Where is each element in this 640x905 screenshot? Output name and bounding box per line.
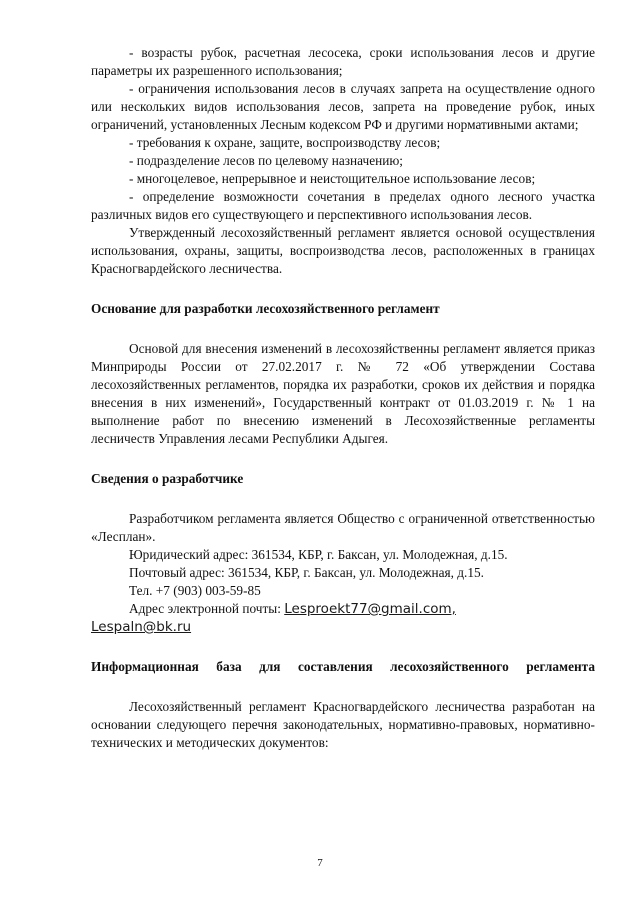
legal-address: Юридический адрес: 361534, КБР, г. Баксан, ул. Молодежная, д.15. (129, 547, 508, 562)
list-item: - многоцелевое, непрерывное и неистощительное использование лесов; (129, 171, 536, 186)
list-item: - подразделение лесов по целевому назначению; (129, 153, 403, 168)
developer-intro: Разработчиком регламента является Общество с ограниченной ответственностью «Лесплан». (91, 511, 595, 544)
spacer (91, 278, 595, 300)
list-item: - возрасты рубок, расчетная лесосека, сроки использования лесов и другие параметры их разрешенного использования; (91, 45, 595, 78)
list-item: - ограничения использования лесов в случаях запрета на осуществление одного или нескольких видов использования лесов, запрета на проведение рубок, иных ограничений, установленных Лесным кодексом РФ и другими нормативными актами; (91, 81, 595, 132)
postal-address: Почтовый адрес: 361534, КБР, г. Баксан, ул. Молодежная, д.15. (129, 565, 484, 580)
email-label: Адрес электронной почты: (129, 601, 285, 616)
document-page (91, 44, 595, 752)
section-heading-basis: Основание для разработки лесохозяйственного регламент (91, 301, 440, 316)
spacer (91, 448, 595, 470)
email-line-secondary (91, 618, 595, 636)
email-line (91, 600, 595, 618)
section-heading-info: Информационная база для составления лесохозяйственного регламента (91, 659, 595, 674)
phone-number: Тел. +7 (903) 003-59-85 (129, 583, 261, 598)
email-link-primary[interactable]: Lesproekt77@gmail.com, (284, 601, 456, 617)
spacer (91, 636, 595, 658)
list-item: - определение возможности сочетания в пределах одного лесного участка различных видов его существующего и перспективного использования лесов. (91, 189, 595, 222)
spacer (91, 676, 595, 698)
page-number: 7 (317, 857, 323, 869)
info-paragraph: Лесохозяйственный регламент Красногвардейского лесничества разработан на основании следующего перечня законодательных, нормативно-правовых, нормативно-технических и методических документов: (91, 699, 595, 750)
list-item: - требования к охране, защите, воспроизводству лесов; (129, 135, 441, 150)
email-link-secondary[interactable]: Lespaln@bk.ru (91, 619, 192, 635)
spacer (91, 318, 595, 340)
section-heading-developer: Сведения о разработчике (91, 471, 244, 486)
spacer (91, 488, 595, 510)
basis-paragraph: Основой для внесения изменений в лесохозяйственны регламент является приказ Минприроды России от 27.02.2017 г. № 72 «Об утверждении Состава лесохозяйственных регламентов, порядка их разработки, сроков их действия и порядка внесения в них изменений», Государственный контракт от 01.03.2019 г. № 1 на выполнение работ по внесению изменений в Лесохозяйственные регламенты лесничеств Управления лесами Республики Адыгея. (91, 341, 595, 446)
intro-closing-paragraph: Утвержденный лесохозяйственный регламент является основой осуществления использования, охраны, защиты, воспроизводства лесов, расположенных в границах Красногвардейского лесничества. (91, 225, 595, 276)
